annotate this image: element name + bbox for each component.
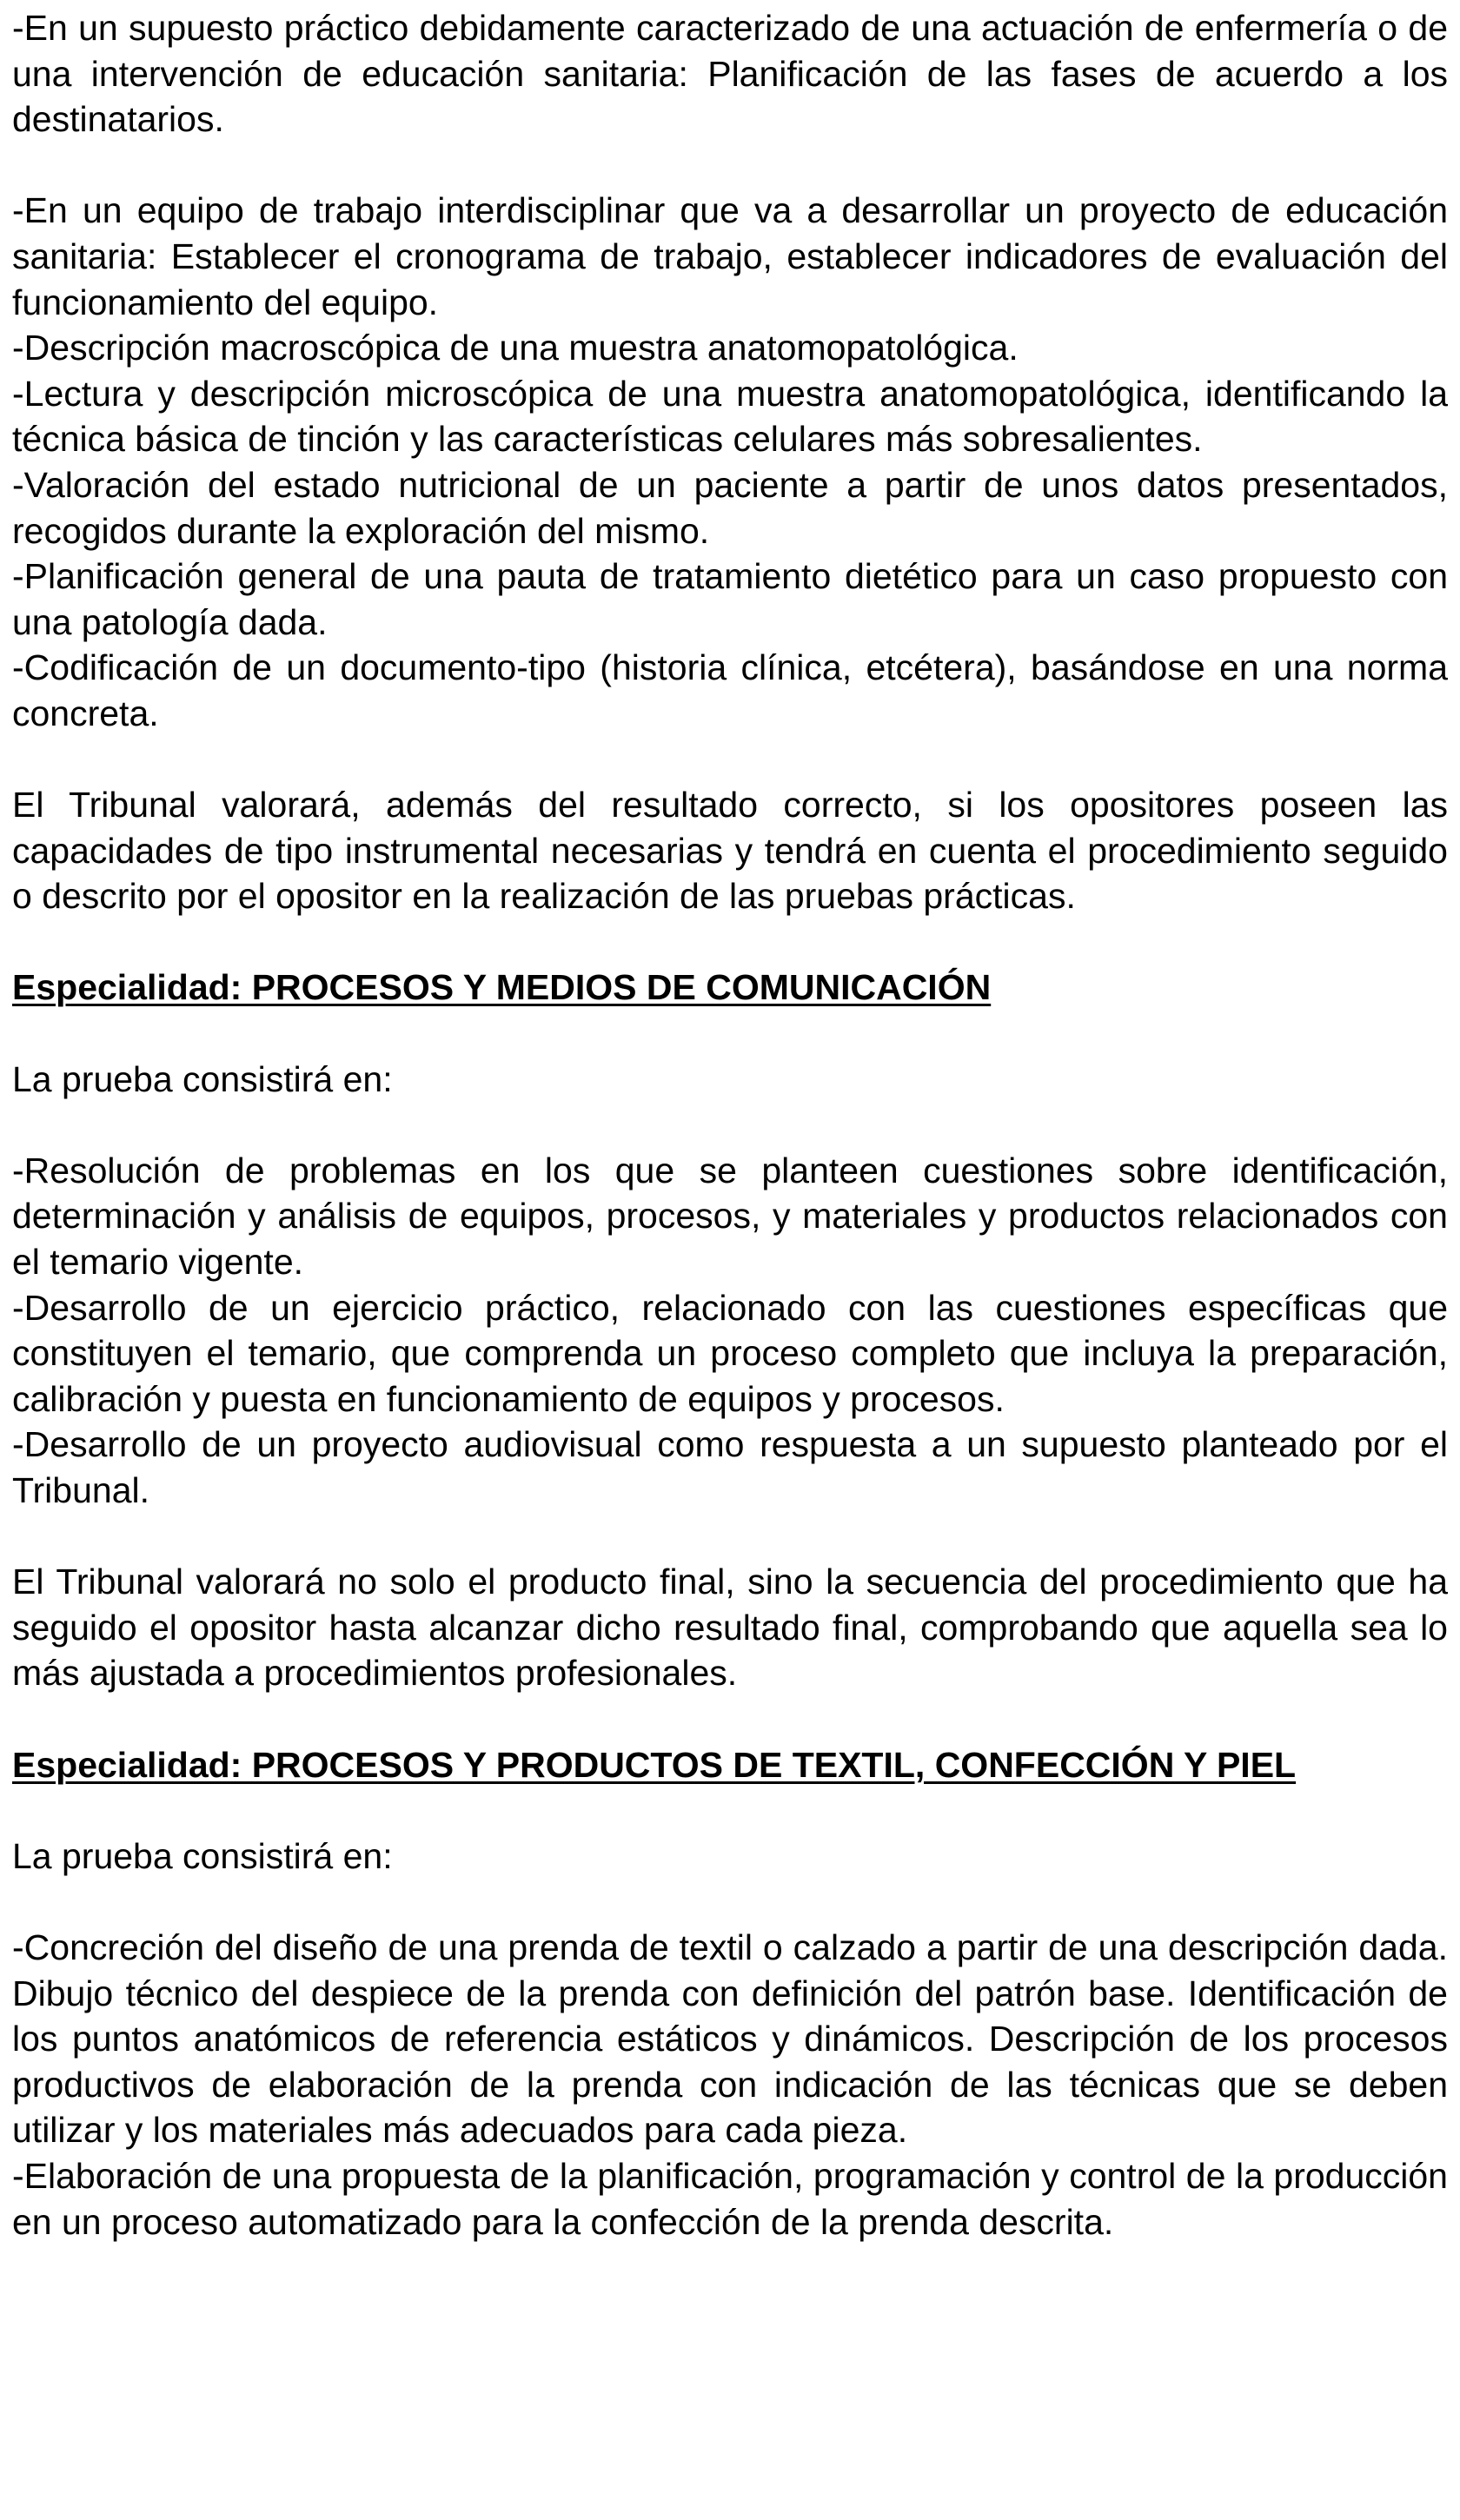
section-heading-media: Especialidad: PROCESOS Y MEDIOS DE COMUNICACIÓN: [12, 967, 992, 1008]
spacer: [12, 1011, 1448, 1057]
spacer: [12, 1102, 1448, 1148]
paragraph-tribunal-evaluation: El Tribunal valorará, además del resultado correcto, si los opositores poseen las capacidades de tipo instrumental necesarias y tendrá en cuenta el procedimiento seguido o descrito por el opositor en la realización de las pruebas prácticas.: [12, 785, 1448, 917]
paragraph-coding: -Codificación de un documento-tipo (historia clínica, etcétera), basándose en una norma concreta.: [12, 647, 1448, 733]
spacer: [12, 1879, 1448, 1925]
paragraph-microscopic: -Lectura y descripción microscópica de una muestra anatomopatológica, identificando la técnica básica de tinción y las características celulares más sobresalientes.: [12, 373, 1448, 460]
paragraph-garment-design: -Concreción del diseño de una prenda de textil o calzado a partir de una descripción dada. Dibujo técnico del despiece de la prenda con definición del patrón base. Identificación de los puntos anatómicos de referencia estáticos y dinámicos. Descripción de los procesos productivos de elaboración de la prenda con indicación de las técnicas que se deben utilizar y los materiales más adecuados para cada pieza.: [12, 1926, 1448, 2151]
paragraph-diet-plan: -Planificación general de una pauta de tratamiento dietético para un caso propuesto con una patología dada.: [12, 556, 1448, 642]
section-heading-textil: Especialidad: PROCESOS Y PRODUCTOS DE TEXTIL, CONFECCIÓN Y PIEL: [12, 1744, 1297, 1785]
spacer: [12, 1696, 1448, 1742]
paragraph-practical-exercise: -Desarrollo de un ejercicio práctico, relacionado con las cuestiones específicas que constituyen el temario, que comprenda un proceso completo que incluya la preparación, calibración y puesta en funcionamiento de equipos y procesos.: [12, 1287, 1448, 1419]
spacer: [12, 1514, 1448, 1560]
spacer: [12, 919, 1448, 965]
spacer: [12, 737, 1448, 783]
paragraph-team-project: -En un equipo de trabajo interdisciplinar que va a desarrollar un proyecto de educación sanitaria: Establecer el cronograma de trabajo, establecer indicadores de evaluación del funcionamiento del equipo.: [12, 190, 1448, 322]
paragraph-audiovisual-project: -Desarrollo de un proyecto audiovisual como respuesta a un supuesto planteado por el Tribunal.: [12, 1424, 1448, 1510]
paragraph-macroscopic: -Descripción macroscópica de una muestra anatomopatológica.: [12, 328, 1019, 368]
paragraph-tribunal-media: El Tribunal valorará no solo el producto final, sino la secuencia del procedimiento que ha seguido el opositor hasta alcanzar dicho resultado final, comprobando que aquella sea lo más ajustada a procedimientos profesionales.: [12, 1562, 1448, 1694]
section-intro-textil: La prueba consistirá en:: [12, 1835, 393, 1876]
paragraph-nutrition: -Valoración del estado nutricional de un paciente a partir de unos datos presentados, recogidos durante la exploración del mismo.: [12, 464, 1448, 551]
paragraph-nursing-case: -En un supuesto práctico debidamente caracterizado de una actuación de enfermería o de una intervención de educación sanitaria: Planificación de las fases de acuerdo a los destinatarios.: [12, 8, 1448, 140]
document-page: [12, 5, 1448, 2245]
section-intro-media: La prueba consistirá en:: [12, 1058, 393, 1099]
spacer: [12, 143, 1448, 189]
paragraph-production-planning: -Elaboración de una propuesta de la planificación, programación y control de la producción en un proceso automatizado para la confección de la prenda descrita.: [12, 2155, 1448, 2242]
paragraph-problem-solving: -Resolución de problemas en los que se planteen cuestiones sobre identificación, determinación y análisis de equipos, procesos, y materiales y productos relacionados con el temario vigente.: [12, 1150, 1448, 1283]
spacer: [12, 1787, 1448, 1834]
